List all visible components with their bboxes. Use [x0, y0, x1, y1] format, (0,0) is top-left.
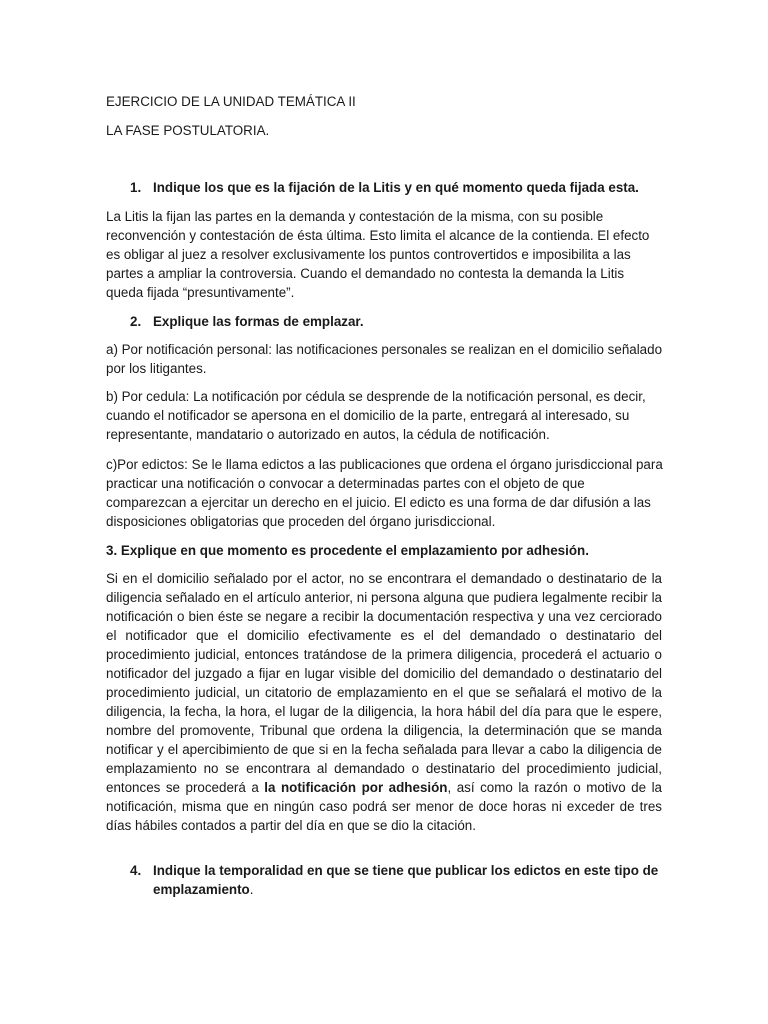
question-4-text: Indique la temporalidad en que se tiene que publicar los edictos en este tipo de emplazamiento: [153, 863, 659, 897]
question-1: [130, 178, 685, 197]
answer-3-bold: la notificación por adhesión: [264, 780, 448, 795]
answer-2c: c)Por edictos: Se le llama edictos a las publicaciones que ordena el órgano jurisdiccional para practicar una notificación o convocar a determinadas partes con el objeto de que comparezcan a ejercitar un derecho en el juicio. El edicto es una forma de dar difusión a las disposiciones obligatorias que proceden del órgano jurisdiccional.: [106, 457, 663, 529]
question-4: [130, 861, 685, 899]
answer-2b: b) Por cedula: La notificación por cédula se desprende de la notificación personal, es decir, cuando el notificador se apersona en el domicilio de la parte, entregará al interesado, su representante, mandatario o autorizado en autos, la cédula de notificación.: [106, 389, 646, 442]
question-1-text: Indique los que es la fijación de la Litis y en qué momento queda fijada esta.: [153, 180, 639, 195]
document-subtitle: LA FASE POSTULATORIA.: [106, 123, 270, 138]
question-1-number: 1.: [130, 180, 142, 195]
question-4-number: 4.: [130, 863, 142, 878]
answer-3: [106, 569, 662, 835]
question-4-trailing: .: [249, 882, 254, 897]
question-2-number: 2.: [130, 314, 142, 329]
answer-1: La Litis la fijan las partes en la demanda y contestación de la misma, con su posible reconvención y contestación de ésta última. Esto limita el alcance de la contienda. El efecto es obligar al juez a resolver exclusivamente los puntos controvertidos e imposibilita a las partes a ampliar la controversia. Cuando el demandado no contesta la demanda la Litis queda fijada “presuntivamente”.: [106, 209, 650, 300]
question-2-text: Explique las formas de emplazar.: [153, 314, 364, 329]
question-2: [130, 312, 685, 331]
answer-3-part-2: , así como la razón o motivo de la notificación, misma que en ningún caso podrá ser menor de doce horas ni exceder de tres días hábiles contados a partir del día en que se dio la citación.: [106, 780, 662, 833]
question-3: 3. Explique en que momento es procedente el emplazamiento por adhesión.: [106, 543, 589, 558]
answer-2a: a) Por notificación personal: las notificaciones personales se realizan en el domicilio señalado por los litigantes.: [106, 342, 663, 376]
document-title: EJERCICIO DE LA UNIDAD TEMÁTICA II: [106, 94, 356, 109]
answer-3-part-1: Si en el domicilio señalado por el actor, no se encontrara el demandado o destinatario de la diligencia señalado en el artículo anterior, ni persona alguna que pudiera legalmente recibir la notificación o bien éste se negare a recibir la documentación respectiva y una vez cerciorado el notificador que el domicilio efectivamente es el del demandado o destinatario del procedimiento judicial, entonces tratándose de la primera diligencia, procederá el actuario o notificador del juzgado a fijar en lugar visible del domicilio del demandado o destinatario del procedimiento judicial, un citatorio de emplazamiento en el que se señalará el motivo de la diligencia, la fecha, la hora, el lugar de la diligencia, la hora hábil del día para que le espere, nombre del promovente, Tribunal que ordena la diligencia, la determinación que se manda notificar y el apercibimiento de que si en la fecha señalada para llevar a cabo la diligencia de emplazamiento no se encontrara al demandado o destinatario del procedimiento judicial, entonces se procederá a: [106, 571, 662, 795]
